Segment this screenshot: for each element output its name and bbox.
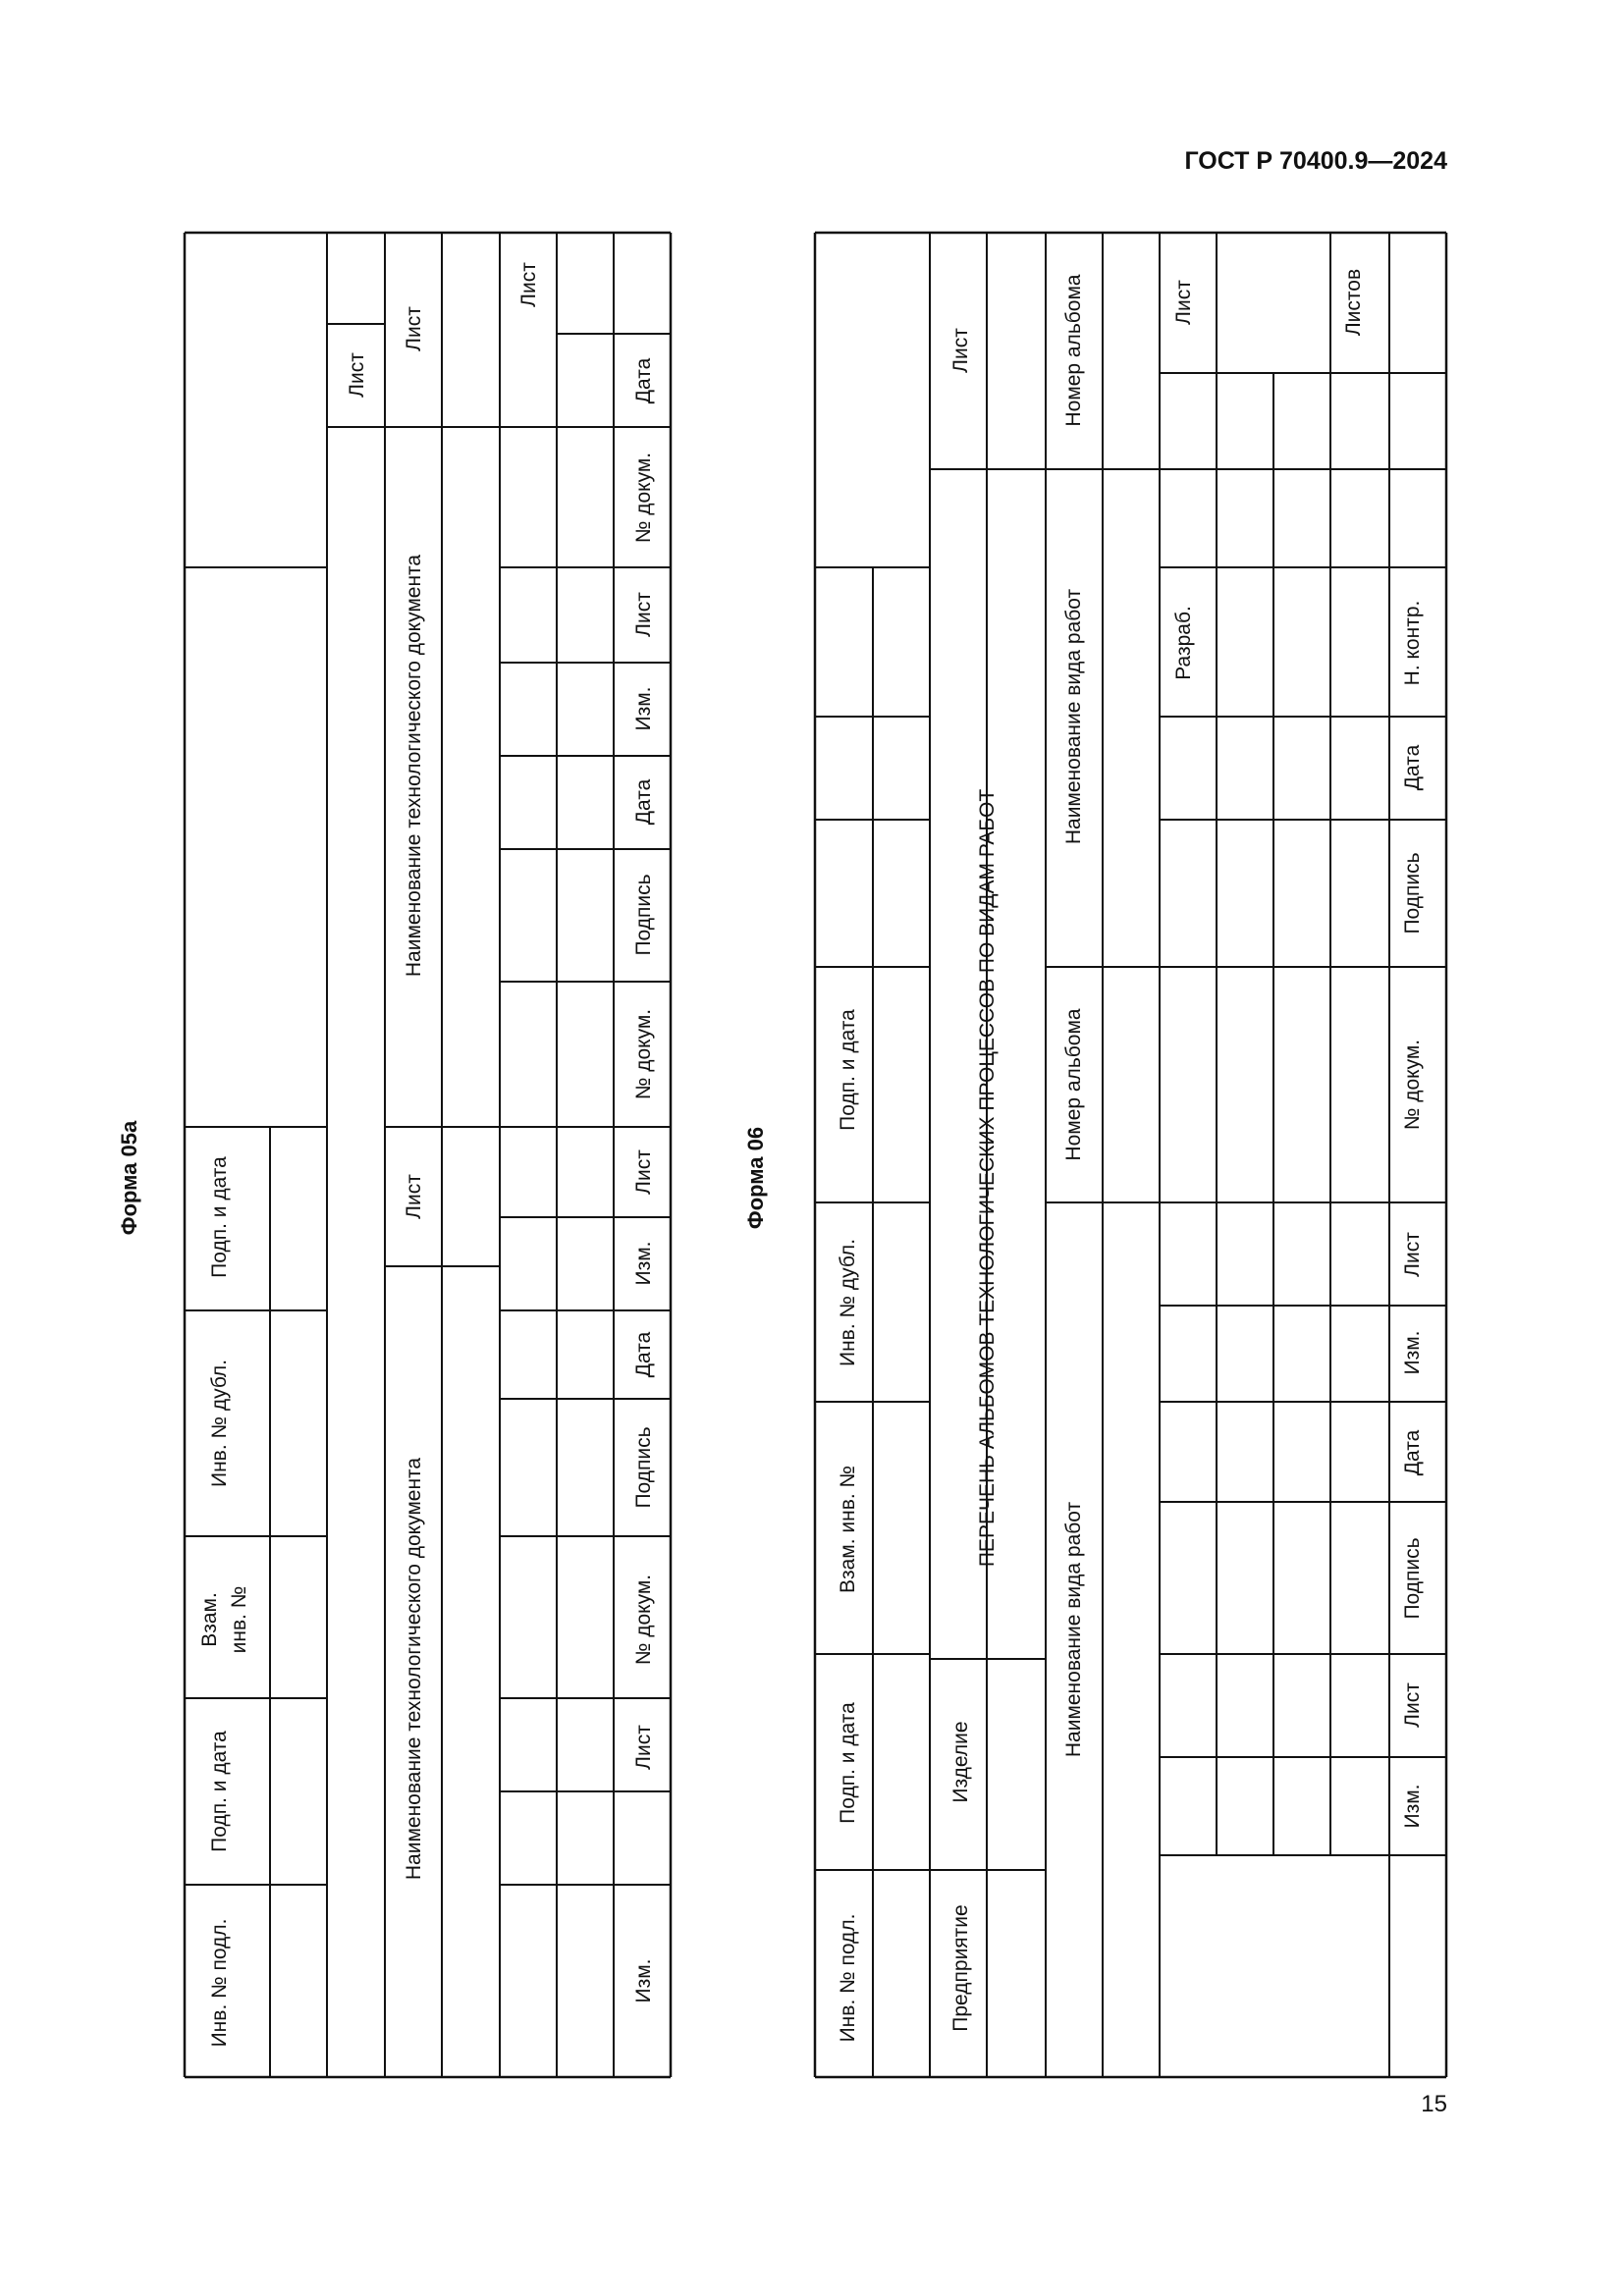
label-list-top: Лист xyxy=(949,328,972,373)
page-number: 15 xyxy=(1421,2091,1447,2117)
label-inv-podl: Инв. № подл. xyxy=(208,1918,231,2048)
col-ndok-2: № докум. xyxy=(632,1008,655,1100)
label-podp-data: Подп. и дата xyxy=(837,1702,859,1824)
label-podp-data-2: Подп. и дата xyxy=(837,1009,859,1131)
label-vzam-inv: Взам. инв. № xyxy=(837,1465,859,1594)
form-06-main-title: ПЕРЕЧЕНЬ АЛЬБОМОВ ТЕХНОЛОГИЧЕСКИХ ПРОЦЕССОВ ПО ВИДАМ РАБОТ xyxy=(976,788,999,1568)
label-podp-data: Подп. и дата xyxy=(208,1731,231,1852)
label-album-no-mid: Номер альбома xyxy=(1062,1008,1085,1161)
label-list-box: Лист xyxy=(1172,280,1195,325)
col-ndok-1: № докум. xyxy=(632,1574,655,1666)
col-podpis-2: Подпись xyxy=(632,874,655,956)
label-list-mid: Лист xyxy=(403,1174,425,1219)
col-podpis-1: Подпись xyxy=(1401,1537,1424,1620)
col-data-2: Дата xyxy=(632,778,655,826)
col-list-3: Лист xyxy=(632,592,655,637)
col-izm-1: Изм. xyxy=(1401,1784,1424,1829)
label-n-kontr: Н. контр. xyxy=(1401,600,1424,686)
col-data-2: Дата xyxy=(1401,744,1424,791)
col-izm-2: Изм. xyxy=(632,1241,655,1286)
label-album-no-right: Номер альбома xyxy=(1062,274,1085,427)
col-list-2: Лист xyxy=(632,1149,655,1195)
label-list-right: Лист xyxy=(403,306,425,351)
col-list-1: Лист xyxy=(1401,1682,1424,1728)
label-vzam: Взам. xyxy=(198,1592,221,1647)
col-izm-3: Изм. xyxy=(632,686,655,731)
form-05a-title: Форма 05а xyxy=(117,1120,141,1236)
form-06-title: Форма 06 xyxy=(743,1126,768,1230)
label-list-box: Лист xyxy=(517,262,540,307)
col-izm-2: Изм. xyxy=(1401,1330,1424,1375)
document-code: ГОСТ Р 70400.9—2024 xyxy=(1184,147,1447,175)
col-data-3: Дата xyxy=(632,357,655,404)
label-inv-dubl: Инв. № дубл. xyxy=(208,1359,231,1488)
label-work-name-left: Наименование вида работ xyxy=(1062,1501,1085,1758)
label-podp-data-2: Подп. и дата xyxy=(208,1156,231,1278)
col-data-1: Дата xyxy=(632,1331,655,1378)
label-listov-box: Листов xyxy=(1342,268,1365,337)
label-razrab: Разраб. xyxy=(1172,606,1195,680)
col-data-1: Дата xyxy=(1401,1429,1424,1476)
col-ndok-2: № докум. xyxy=(1401,1039,1424,1131)
label-inv-dubl: Инв. № дубл. xyxy=(837,1238,859,1367)
label-doc-name-right: Наименование технологического документа xyxy=(403,554,425,978)
label-work-name-right: Наименование вида работ xyxy=(1062,588,1085,845)
col-podpis-2: Подпись xyxy=(1401,852,1424,934)
label-inv: инв. № xyxy=(228,1585,250,1654)
label-inv-podl: Инв. № подл. xyxy=(837,1913,859,2043)
col-list-2: Лист xyxy=(1401,1232,1424,1277)
label-izdelie: Изделие xyxy=(949,1721,972,1803)
label-doc-name-left: Наименование технологического документа xyxy=(403,1457,425,1881)
col-izm-1: Изм. xyxy=(632,1958,655,2003)
col-ndok-3: № докум. xyxy=(632,452,655,544)
label-list-corner: Лист xyxy=(346,352,368,398)
label-predpriyatie: Предприятие xyxy=(949,1904,972,2032)
col-podpis-1: Подпись xyxy=(632,1426,655,1509)
col-list-1: Лист xyxy=(632,1725,655,1770)
